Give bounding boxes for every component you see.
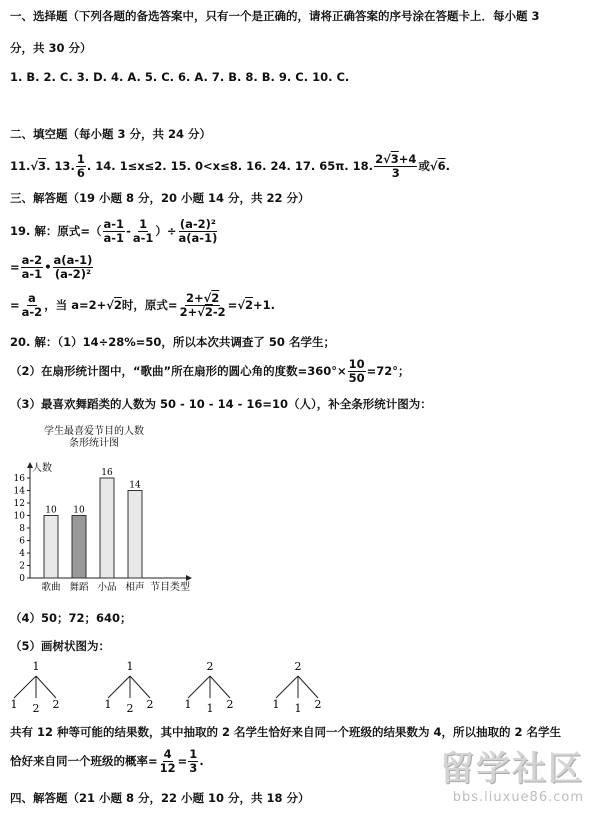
sqrt-icon: √ [203, 291, 212, 306]
fraction-numerator: 1 [139, 217, 148, 232]
or-text: 或 [418, 159, 430, 173]
category-label: 歌曲 [41, 582, 61, 593]
bar-1 [44, 516, 58, 579]
section4-heading: 四、解答题（21 小题 8 分，22 小题 10 分，共 18 分） [10, 791, 310, 805]
addend: +4 [398, 152, 417, 167]
q19-label: 19. 解：原式=（ [10, 224, 102, 238]
q19-l3-frac2 [179, 292, 227, 317]
sqrt-icon: √ [197, 304, 205, 319]
fraction-denominator: a-1 [132, 230, 154, 245]
q19-line2 [10, 250, 94, 284]
chart-title: 学生最喜爱节目的人数 [44, 426, 144, 437]
y-tick-label: 12 [13, 499, 25, 509]
q19-frac2 [132, 218, 155, 243]
fraction-numerator: 10 [348, 357, 365, 372]
tree-branch [276, 676, 298, 698]
tree-leaf: 2 [52, 698, 60, 711]
sqrt-icon: √ [106, 298, 114, 312]
tree-leaf: 2 [32, 702, 40, 715]
conclusion-line2 [10, 744, 204, 778]
tree-branch [130, 676, 150, 698]
y-tick-label: 14 [13, 486, 25, 497]
equals-sign: = [177, 754, 188, 768]
watermark-logo-text: 留学社区 [440, 749, 584, 789]
fraction-numerator: a-1 [103, 217, 125, 232]
period: . [445, 159, 450, 173]
period: . [199, 754, 204, 768]
chart-bars [41, 468, 144, 593]
tree-branch [36, 676, 56, 698]
tree-branch [108, 676, 130, 698]
x-axis-arrow-icon [186, 575, 192, 581]
bar-value-label: 16 [101, 468, 113, 478]
conclusion-text: 恰好来自同一个班级的概率= [10, 754, 158, 768]
fraction-denominator: a-2 [21, 304, 43, 319]
x-axis-label: 节目类型 [150, 582, 190, 593]
watermark-url: bbs.liuxue86.com [452, 790, 584, 805]
tree-leaf: 1 [206, 702, 214, 715]
q20-part2-result: =72°； [366, 364, 410, 378]
y-tick-label: 8 [19, 524, 25, 534]
tree-diagram-1 [6, 660, 70, 718]
q19-result-text: 时，原式= [121, 298, 178, 312]
fraction-denominator: a(a-1) [178, 230, 218, 245]
fraction-denominator: 12 [159, 760, 176, 775]
answer-18-alt: 6 [437, 159, 446, 173]
fraction-numerator: 1 [189, 747, 198, 762]
category-label: 相声 [125, 582, 145, 593]
section1-heading-cont: 分，共 30 分） [10, 41, 92, 55]
tree-leaf: 2 [226, 698, 234, 711]
tree-branch [14, 676, 36, 698]
fraction-numerator: (a-2)² [179, 217, 216, 232]
fraction-denominator: a-1 [103, 230, 125, 245]
q19-l2-frac1 [21, 254, 44, 279]
q20-part2 [10, 354, 410, 388]
section2-answers [10, 150, 450, 182]
answer-13-fraction [76, 153, 86, 178]
equals-sign: = [10, 298, 20, 312]
q20-part2-text: （2）在扇形统计图中，“歌曲”所在扇形的圆心角的度数=360°× [10, 364, 347, 378]
sqrt-icon: √ [237, 298, 245, 312]
tree-leaf: 2 [126, 702, 134, 715]
term: 2+ [179, 304, 198, 319]
y-tick-label: 0 [19, 574, 25, 584]
tree-leaf: 1 [104, 698, 112, 711]
y-tick-label: 6 [19, 536, 25, 547]
term: -2 [212, 304, 226, 319]
tree-diagram-3 [180, 660, 244, 718]
probability-fraction2 [188, 748, 198, 773]
tree-leaf: 2 [146, 698, 154, 711]
bar-value-label: 14 [129, 480, 141, 491]
fraction-numerator: 1 [76, 152, 85, 167]
conclusion-line1: 共有 12 种等可能的结果数，其中抽取的 2 名学生恰好来自同一个班级的结果数为 4，所以抽取的 2 名学生 [10, 725, 562, 739]
fraction-denominator: 6 [76, 165, 85, 180]
tree-leaf: 1 [10, 698, 18, 711]
section1-answers: 1. B. 2. C. 3. D. 4. A. 5. C. 6. A. 7. B. 8. B. 9. C. 10. C. [10, 70, 350, 84]
coef: 2 [375, 152, 384, 167]
fraction-numerator: a-2 [21, 253, 43, 268]
q19-frac3 [178, 218, 219, 243]
sqrt-icon: √ [429, 159, 438, 173]
tree-leaf: 1 [294, 702, 302, 715]
bar-value-label: 10 [45, 505, 57, 516]
probability-fraction1 [159, 748, 177, 773]
minus-sign: - [126, 224, 131, 238]
radicand: 3 [390, 152, 399, 167]
tree-leaf: 1 [184, 698, 192, 711]
term: 2+ [185, 291, 204, 306]
q19-line3 [10, 288, 275, 322]
section3-heading: 三、解答题（19 小题 8 分，20 小题 14 分，共 22 分） [10, 191, 310, 205]
bar-2 [72, 516, 86, 579]
tree-branch [210, 676, 230, 698]
equals-sign: = [10, 260, 20, 274]
answer-11-value: 3 [38, 159, 47, 173]
category-label: 舞蹈 [69, 582, 89, 593]
tree-leaf: 1 [272, 698, 280, 711]
divide-sign: ）÷ [155, 224, 177, 238]
bar-3 [100, 478, 114, 578]
q19-frac1 [103, 218, 126, 243]
radicand: 2 [204, 304, 213, 319]
q19-final: +1. [253, 298, 276, 312]
q20-part3: （3）最喜欢舞蹈类的人数为 50 - 10 - 14 - 16=10（人），补全条形统计图为： [10, 397, 432, 411]
fraction-numerator [374, 153, 417, 166]
section2-heading: 二、填空题（每小题 3 分，共 24 分） [10, 127, 212, 141]
q19-l2-frac2 [53, 254, 94, 279]
fraction-denominator: 3 [189, 760, 198, 775]
q20-part4: （4）50；72；640； [10, 611, 132, 625]
fraction-numerator: a [28, 291, 36, 306]
y-tick-label: 4 [19, 549, 25, 559]
sqrt-icon: √ [383, 152, 391, 167]
tree-leaf: 2 [314, 698, 322, 711]
category-label: 小品 [97, 582, 117, 593]
answer-18-fraction [374, 153, 417, 178]
q20-fraction [348, 358, 366, 383]
answer-12-13-label: . 13. [46, 159, 75, 173]
answer-11-label: 11. [10, 159, 31, 173]
y-tick-label: 16 [13, 474, 25, 484]
fraction-denominator: (a-2)² [54, 266, 91, 281]
section1-heading: 一、选择题（下列各题的备选答案中，只有一个是正确的，请将正确答案的序号涂在答题卡上．每小题 3 [10, 9, 540, 23]
sqrt-icon: √ [30, 159, 39, 173]
q20-part1: 20. 解：（1）14÷28%=50，所以本次共调查了 50 名学生； [10, 335, 335, 349]
tree-diagram-2 [100, 660, 164, 718]
bar-chart [8, 420, 238, 602]
radicand: 2 [244, 298, 253, 312]
tree-diagram-4 [268, 660, 332, 718]
answers-14-18: . 14. 1≤x≤2. 15. 0<x≤8. 16. 24. 17. 65π. 18. [86, 159, 374, 173]
equals-sign: = [227, 298, 238, 312]
y-tick-label: 2 [19, 561, 25, 572]
q19-line1 [10, 214, 219, 248]
fraction-denominator [179, 306, 227, 318]
fraction-denominator: 50 [348, 370, 365, 385]
y-tick-label: 10 [13, 511, 25, 522]
chart-subtitle: 条形统计图 [69, 438, 119, 449]
fraction-numerator: 4 [163, 747, 172, 762]
q19-when-text: ，当 a=2+ [44, 298, 107, 312]
tree-root: 1 [126, 660, 134, 673]
fraction-denominator: a-1 [21, 266, 43, 281]
bar-value-label: 10 [73, 505, 85, 516]
tree-root: 2 [294, 660, 302, 673]
fraction-denominator: 3 [391, 165, 400, 180]
bar-4 [128, 491, 142, 579]
tree-branch [298, 676, 318, 698]
tree-root: 1 [32, 660, 40, 673]
radicand: 2 [211, 291, 220, 306]
y-axis-label: 人数 [32, 463, 52, 474]
q20-part5: （5）画树状图为： [10, 639, 111, 653]
fraction-numerator: a(a-1) [53, 253, 93, 268]
multiply-dot: • [44, 260, 52, 274]
q19-l3-frac [21, 292, 44, 317]
radicand: 2 [113, 298, 122, 312]
tree-root: 2 [206, 660, 214, 673]
tree-branch [188, 676, 210, 698]
watermark [440, 741, 584, 805]
